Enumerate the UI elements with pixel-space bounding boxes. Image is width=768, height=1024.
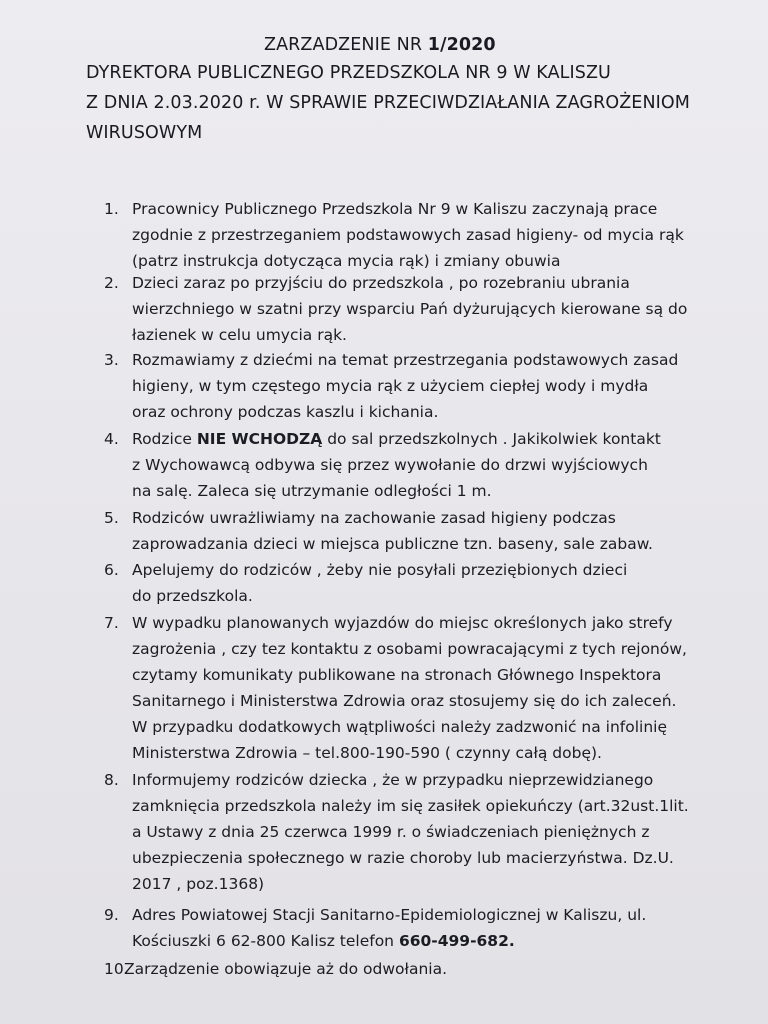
item-line [132, 426, 661, 452]
item-number: 2. [104, 274, 119, 292]
item-line: łazienek w celu umycia rąk. [132, 326, 347, 344]
item-number: 5. [104, 509, 119, 527]
item-line: (patrz instrukcja dotycząca mycia rąk) i zmiany obuwia [132, 252, 561, 270]
item-4-emphasis: NIE WCHODZĄ [196, 430, 323, 448]
item-line: wierzchniego w szatni przy wsparciu Pań dyżurujących kierowane są do [132, 300, 688, 318]
item-line: Ministerstwa Zdrowia – tel.800-190-590 ( czynny całą dobę). [132, 744, 602, 762]
item-line: zagrożenia , czy tez kontaktu z osobami powracającymi z tych rejonów, [132, 640, 687, 658]
item-line: Rodziców uwrażliwiamy na zachowanie zasad higieny podczas [132, 509, 616, 527]
item-line: higieny, w tym częstego mycia rąk z użyciem ciepłej wody i mydła [132, 377, 649, 395]
title-number: 1/2020 [427, 35, 496, 55]
item-number: 8. [104, 771, 119, 789]
title-line-4: WIRUSOWYM [86, 123, 203, 143]
item-line: zamknięcia przedszkola należy im się zasiłek opiekuńczy (art.32ust.1lit. [132, 797, 689, 815]
item-number: 10. [104, 960, 129, 978]
title-prefix: ZARZADZENIE NR [264, 35, 428, 55]
item-line: czytamy komunikaty publikowane na stronach Głównego Inspektora [132, 666, 662, 684]
item-line: Rozmawiamy z dziećmi na temat przestrzegania podstawowych zasad [132, 351, 679, 369]
item-line: Sanitarnego i Ministerstwa Zdrowia oraz stosujemy się do ich zaleceń. [132, 692, 677, 710]
item-number: 1. [104, 200, 119, 218]
item-number: 9. [104, 906, 119, 924]
item-number: 3. [104, 351, 119, 369]
item-line: oraz ochrony podczas kaszlu i kichania. [132, 403, 439, 421]
item-line: Zarządzenie obowiązuje aż do odwołania. [124, 960, 447, 978]
phone-number: 660-499-682. [398, 932, 515, 950]
item-line: Pracownicy Publicznego Przedszkola Nr 9 w Kaliszu zaczynają prace [132, 200, 658, 218]
item-line: 2017 , poz.1368) [132, 875, 265, 893]
item-line: z Wychowawcą odbywa się przez wywołanie do drzwi wyjściowych [132, 456, 648, 474]
item-line: Apelujemy do rodziców , żeby nie posyłali przeziębionych dzieci [132, 561, 628, 579]
item-4-text-post: do sal przedszkolnych . Jakikolwiek kontakt [322, 430, 661, 448]
item-line: Dzieci zaraz po przyjściu do przedszkola , po rozebraniu ubrania [132, 274, 630, 292]
title-line-3: Z DNIA 2.03.2020 r. W SPRAWIE PRZECIWDZIAŁANIA ZAGROŻENIOM [86, 93, 690, 113]
item-9-address: Kościuszki 6 62-800 Kalisz telefon [132, 932, 399, 950]
item-line: ubezpieczenia społecznego w razie choroby lub macierzyństwa. Dz.U. [132, 849, 674, 867]
document-title [264, 34, 496, 56]
item-line [132, 928, 646, 954]
item-line: W wypadku planowanych wyjazdów do miejsc określonych jako strefy [132, 614, 673, 632]
item-line: zaprowadzania dzieci w miejsca publiczne tzn. baseny, sale zabaw. [132, 535, 653, 553]
item-number: 7. [104, 614, 119, 632]
item-line: do przedszkola. [132, 587, 253, 605]
item-number: 6. [104, 561, 119, 579]
item-4-text-pre: Rodzice [132, 430, 197, 448]
item-line: zgodnie z przestrzeganiem podstawowych zasad higieny- od mycia rąk [132, 226, 684, 244]
item-line: W przypadku dodatkowych wątpliwości należy zadzwonić na infolinię [132, 718, 668, 736]
item-line: na salę. Zaleca się utrzymanie odległości 1 m. [132, 482, 492, 500]
title-line-2: DYREKTORA PUBLICZNEGO PRZEDSZKOLA NR 9 W KALISZU [86, 63, 611, 83]
item-line: Adres Powiatowej Stacji Sanitarno-Epidemiologicznej w Kaliszu, ul. [132, 906, 647, 924]
item-line: a Ustawy z dnia 25 czerwca 1999 r. o świadczeniach pieniężnych z [132, 823, 650, 841]
item-line: Informujemy rodziców dziecka , że w przypadku nieprzewidzianego [132, 771, 654, 789]
item-number: 4. [104, 430, 119, 448]
